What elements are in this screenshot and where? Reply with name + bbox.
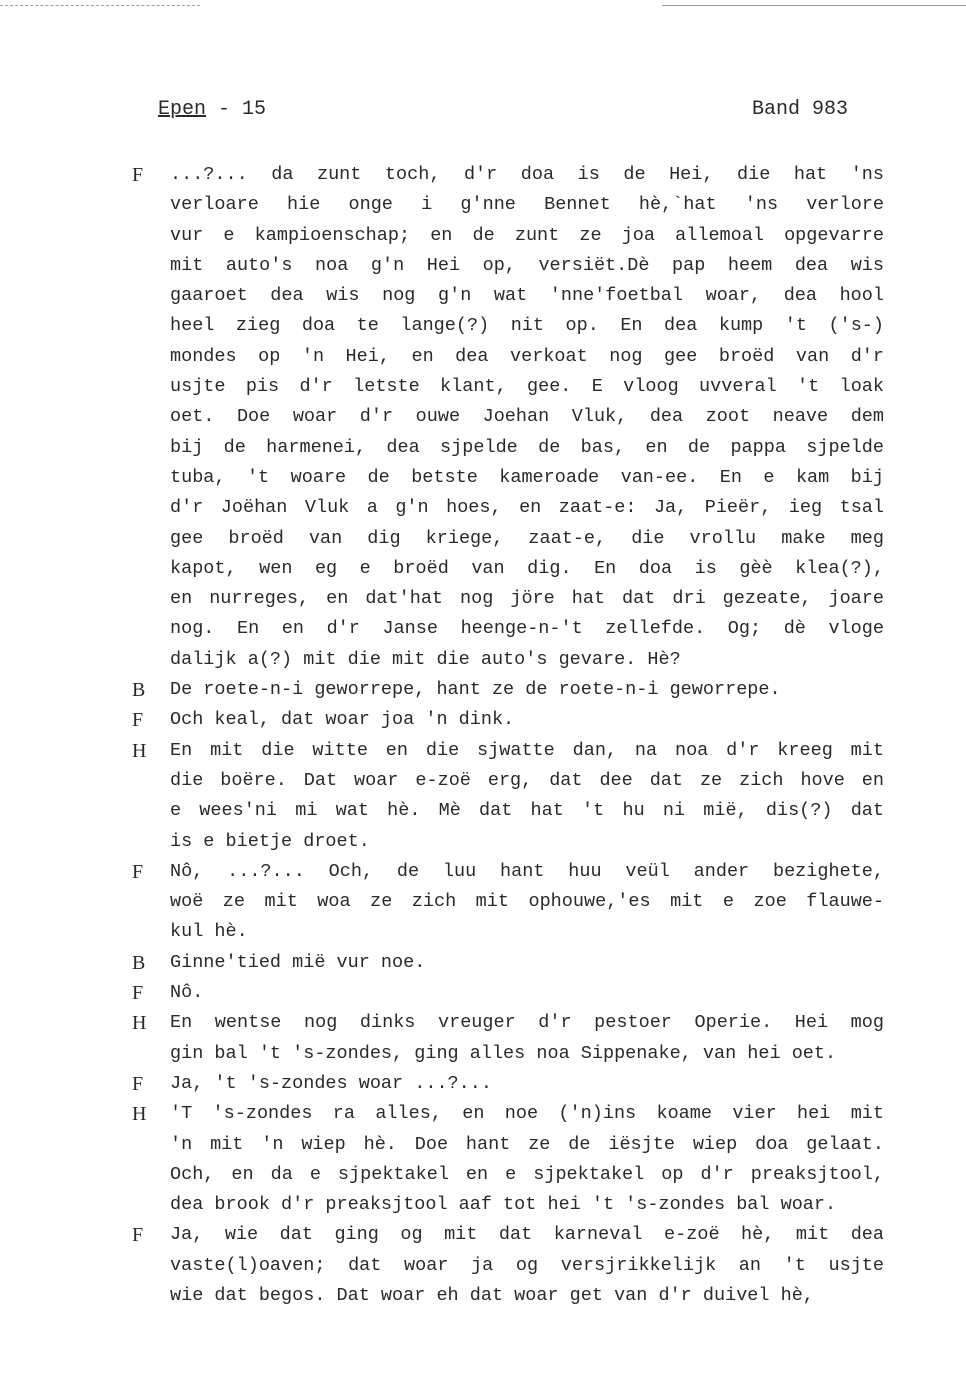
transcript-line: en nurreges, en dat'hat nog jöre hat dat dri gezeate, joare bbox=[170, 588, 884, 610]
transcript-line: d'r Joëhan Vluk a g'n hoes, en zaat-e: Ja, Pieër, ieg tsal bbox=[170, 497, 884, 519]
transcript-entry bbox=[132, 857, 952, 948]
transcript-line: vur e kampioenschap; en de zunt ze joa allemoal opgevarre bbox=[170, 224, 884, 246]
speaker-label: H bbox=[132, 1103, 147, 1126]
transcript-line: gin bal 't 's-zondes, ging alles noa Sippenake, van hei oet. bbox=[170, 1042, 837, 1064]
transcript-line: kul hè. bbox=[170, 921, 248, 943]
transcript-line: Och keal, dat woar joa 'n dink. bbox=[170, 709, 515, 731]
speaker-label: H bbox=[132, 739, 147, 762]
transcript-entry bbox=[132, 1008, 952, 1069]
transcript-line: Ja, 't 's-zondes woar ...?... bbox=[170, 1072, 492, 1094]
transcript-line: oet. Doe woar d'r ouwe Joehan Vluk, dea zoot neave dem bbox=[170, 406, 884, 428]
transcript-line: gee broëd van dig kriege, zaat-e, die vrollu make meg bbox=[170, 527, 884, 549]
page-number: - 15 bbox=[218, 98, 267, 121]
transcript-entry bbox=[132, 978, 952, 1008]
transcript-line: Nô. bbox=[170, 982, 204, 1004]
transcript-line: wie dat begos. Dat woar eh dat woar get van d'r duivel hè, bbox=[170, 1284, 814, 1306]
transcript-line: dalijk a(?) mit die mit die auto's gevare. Hè? bbox=[170, 648, 681, 670]
speaker-label: B bbox=[132, 679, 146, 702]
transcript-entry bbox=[132, 1099, 952, 1220]
transcript-line: bij de harmenei, dea sjpelde de bas, en de pappa sjpelde bbox=[170, 436, 884, 458]
transcript-line: vaste(l)oaven; dat woar ja og versjrikkelijk an 't usjte bbox=[170, 1254, 884, 1276]
transcript-entry bbox=[132, 1220, 952, 1311]
transcript-line: gaaroet dea wis nog g'n wat 'nne'foetbal woar, dea hool bbox=[170, 285, 884, 307]
transcript-line: Ginne'tied mië vur noe. bbox=[170, 951, 426, 973]
transcript bbox=[132, 160, 952, 1311]
transcript-entry bbox=[132, 1069, 952, 1099]
transcript-line: kapot, wen eg e broëd van dig. En doa is gèè klea(?), bbox=[170, 557, 884, 579]
transcript-line: usjte pis d'r letste klant, gee. E vloog uvveral 't loak bbox=[170, 376, 884, 398]
speaker-label: B bbox=[132, 951, 146, 974]
speaker-label: F bbox=[132, 1072, 144, 1095]
transcript-line: Nô, ...?... Och, de luu hant huu veül ander bezighete, bbox=[170, 860, 884, 882]
transcript-line: mondes op 'n Hei, en dea verkoat nog gee broëd van d'r bbox=[170, 345, 884, 367]
speaker-label: F bbox=[132, 860, 144, 883]
page-header-left bbox=[158, 98, 266, 121]
transcript-line: woë ze mit woa ze zich mit ophouwe,'es mit e zoe flauwe- bbox=[170, 891, 884, 913]
transcript-line: 'T 's-zondes ra alles, en noe ('n)ins koame vier hei mit bbox=[170, 1103, 884, 1125]
transcript-line: En mit die witte en die sjwatte dan, na noa d'r kreeg mit bbox=[170, 739, 884, 761]
speaker-label: F bbox=[132, 1224, 144, 1247]
speaker-label: H bbox=[132, 1012, 147, 1035]
speaker-label: F bbox=[132, 164, 144, 186]
location-title: Epen bbox=[158, 98, 207, 121]
transcript-line: Ja, wie dat ging og mit dat karneval e-zoë hè, mit dea bbox=[170, 1224, 884, 1246]
top-rule-left bbox=[0, 5, 200, 6]
transcript-entry bbox=[132, 948, 952, 978]
transcript-line: Och, en da e sjpektakel en e sjpektakel op d'r preaksjtool, bbox=[170, 1163, 884, 1185]
transcript-line: die boëre. Dat woar e-zoë erg, dat dee dat ze zich hove en bbox=[170, 769, 884, 791]
transcript-line: e wees'ni mi wat hè. Mè dat hat 't hu ni mië, dis(?) dat bbox=[170, 800, 884, 822]
top-rule-right bbox=[662, 5, 966, 6]
speaker-label: F bbox=[132, 982, 144, 1005]
transcript-line: verloare hie onge i g'nne Bennet hè,`hat 'ns verlore bbox=[170, 194, 884, 216]
band-label: Band 983 bbox=[752, 98, 849, 121]
transcript-entry bbox=[132, 675, 952, 705]
transcript-line: nog. En en d'r Janse heenge-n-'t zellefde. Og; dè vloge bbox=[170, 618, 884, 640]
transcript-line: is e bietje droet. bbox=[170, 830, 370, 852]
transcript-line: 'n mit 'n wiep hè. Doe hant ze de iësjte wiep doa gelaat. bbox=[170, 1133, 884, 1155]
transcript-entry bbox=[132, 705, 952, 735]
transcript-line: De roete-n-i geworrepe, hant ze de roete-n-i geworrepe. bbox=[170, 679, 781, 701]
transcript-line: mit auto's noa g'n Hei op, versiët.Dè pap heem dea wis bbox=[170, 254, 884, 276]
transcript-line: dea brook d'r preaksjtool aaf tot hei 't 's-zondes bal woar. bbox=[170, 1194, 837, 1216]
transcript-entry bbox=[132, 160, 952, 675]
transcript-line: heel zieg doa te lange(?) nit op. En dea kump 't ('s-) bbox=[170, 315, 884, 337]
transcript-line: ...?... da zunt toch, d'r doa is de Hei, die hat 'ns bbox=[170, 164, 884, 185]
transcript-line: tuba, 't woare de betste kameroade van-ee. En e kam bij bbox=[170, 466, 884, 488]
speaker-label: F bbox=[132, 709, 144, 732]
transcript-line: En wentse nog dinks vreuger d'r pestoer Operie. Hei mog bbox=[170, 1012, 884, 1034]
transcript-entry bbox=[132, 736, 952, 857]
